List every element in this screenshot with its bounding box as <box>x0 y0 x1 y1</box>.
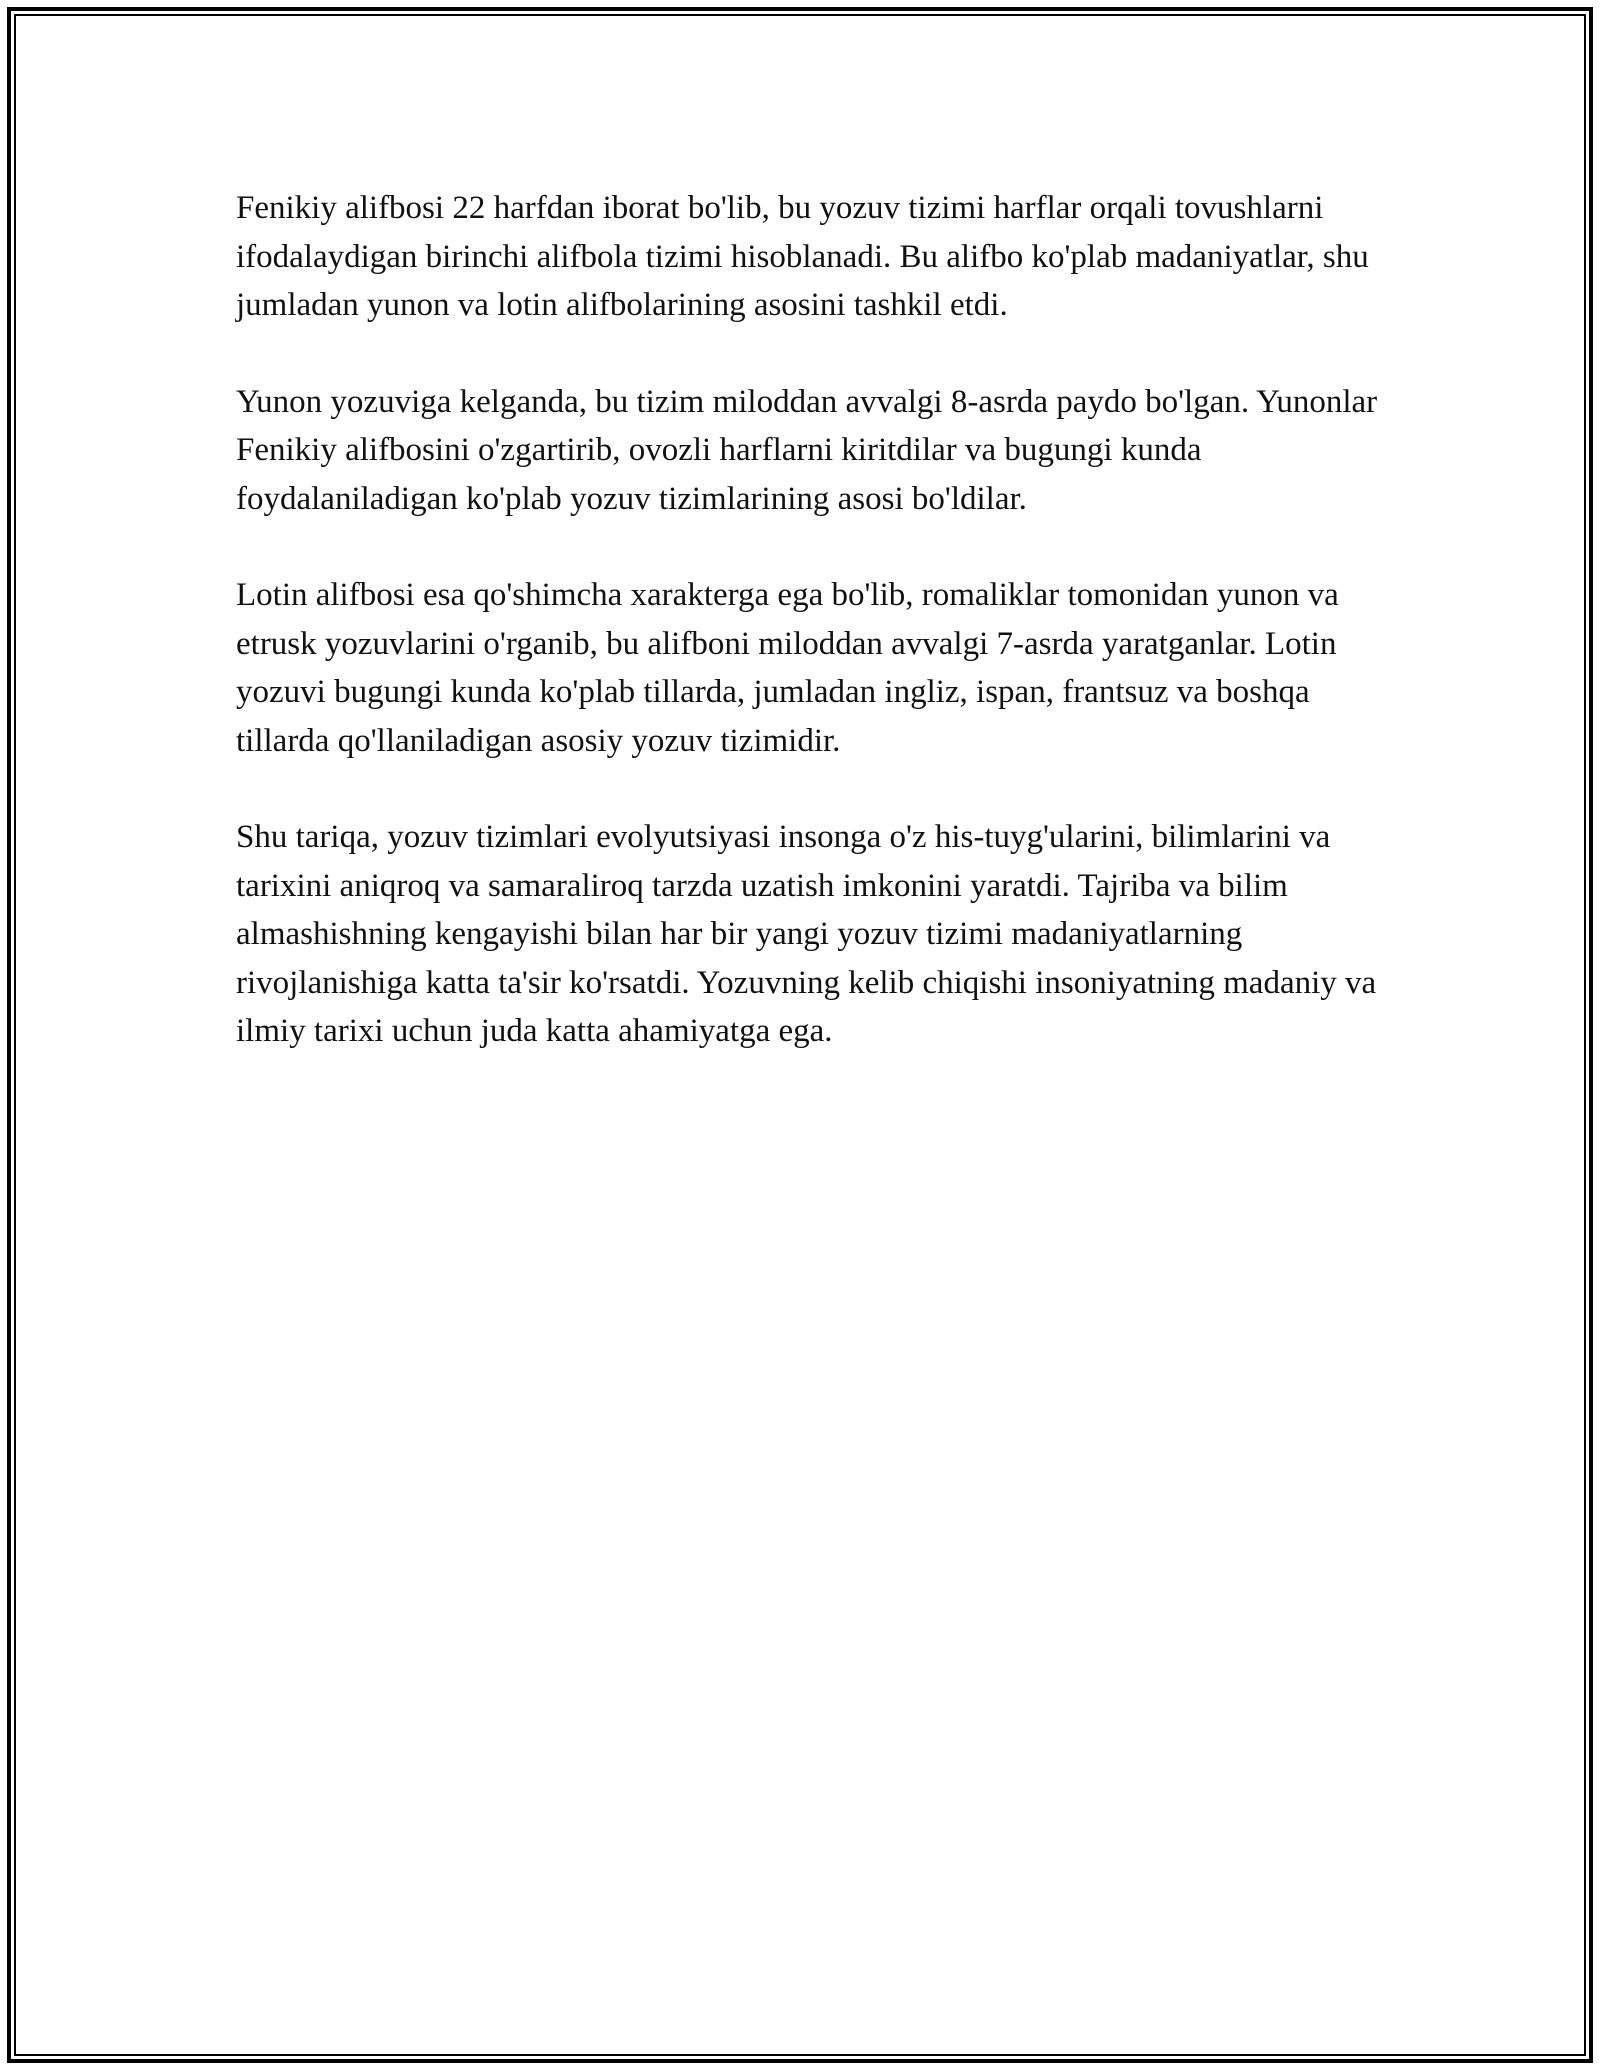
paragraph-phoenician-alphabet: Fenikiy alifbosi 22 harfdan iborat bo'lib, bu yozuv tizimi harflar orqali tovushlarni ifodalaydigan birinchi alifbola tizimi hisoblanadi. Bu alifbo ko'plab madaniyatlar, shu jumladan yunon va lotin alifbolarining asosini tashkil etdi. <box>236 190 1369 323</box>
paragraph-conclusion: Shu tariqa, yozuv tizimlari evolyutsiyasi insonga o'z his-tuyg'ularini, bilimlarini va tarixini aniqroq va samaraliroq tarzda uzatish imkonini yaratdi. Tajriba va bilim almashishning kengayishi bilan har bir yangi yozuv tizimi madaniyatlarning rivojlanishiga katta ta'sir ko'rsatdi. Yozuvning kelib chiqishi insoniyatning madaniy va ilmiy tarixi uchun juda katta ahamiyatga ega. <box>236 819 1377 1049</box>
document-body <box>236 184 1386 1104</box>
paragraph-greek-writing: Yunon yozuviga kelganda, bu tizim miloddan avvalgi 8-asrda paydo bo'lgan. Yunonlar Fenikiy alifbosini o'zgartirib, ovozli harflarni kiritdilar va bugungi kunda foydalaniladigan ko'plab yozuv tizimlarining asosi bo'ldilar. <box>236 383 1378 517</box>
paragraph-latin-alphabet: Lotin alifbosi esa qo'shimcha xarakterga ega bo'lib, romaliklar tomonidan yunon va etrusk yozuvlarini o'rganib, bu alifboni miloddan avvalgi 7-asrda yaratganlar. Lotin yozuvi bugungi kunda ko'plab tillarda, jumladan ingliz, ispan, frantsuz va boshqa tillarda qo'llaniladigan asosiy yozuv tizimidir. <box>236 577 1339 759</box>
